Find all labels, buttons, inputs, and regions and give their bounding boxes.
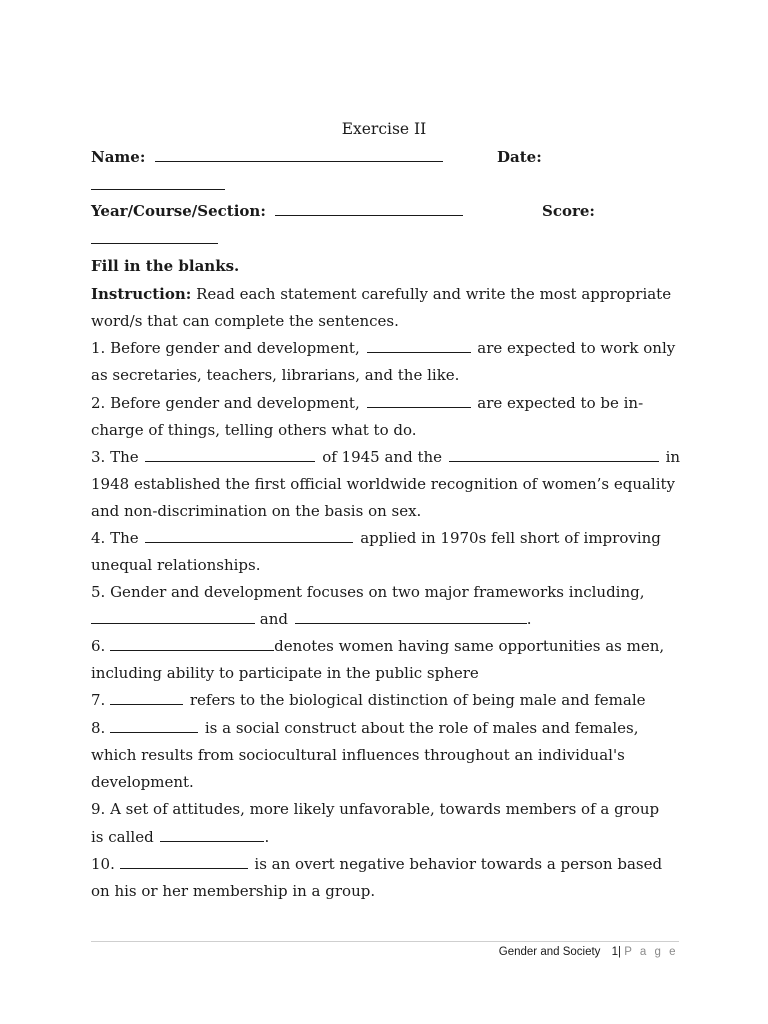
page-footer: [499, 944, 678, 960]
ycs-line: [91, 201, 463, 221]
question-7-text-b: refers to the biological distinction of being male and female: [189, 691, 646, 709]
date-blank-line: [91, 175, 225, 195]
question-9-period: .: [264, 828, 270, 846]
instruction-label: Instruction:: [91, 285, 192, 303]
question-4-line-2: unequal relationships.: [91, 556, 261, 574]
footer-course: Gender and Society: [498, 946, 601, 958]
question-2-line-1: [91, 393, 643, 413]
question-7-text-a: 7.: [91, 691, 106, 709]
question-6-line-2: including ability to participate in the public sphere: [91, 664, 479, 682]
question-6-line-1: [91, 636, 664, 656]
question-1-text-b: are expected to work only: [477, 339, 676, 357]
score-blank-line: [91, 229, 218, 249]
date-blank[interactable]: [91, 175, 225, 190]
footer-page-word: P a g e: [624, 946, 678, 958]
question-8-line-1: [91, 718, 639, 738]
question-1-line-2: as secretaries, teachers, librarians, and the like.: [91, 366, 460, 384]
ycs-label: Year/Course/Section:: [91, 202, 266, 220]
question-8-text-a: 8.: [91, 719, 106, 737]
ycs-blank[interactable]: [275, 201, 463, 216]
question-5-line-1: 5. Gender and development focuses on two major frameworks including,: [91, 583, 645, 601]
question-5-blank-1[interactable]: [91, 609, 255, 624]
question-1-text-a: 1. Before gender and development,: [91, 339, 360, 357]
instruction-text-1: Read each statement carefully and write the most appropriate: [191, 285, 672, 303]
question-3-text-c: in: [665, 448, 681, 466]
instruction-line-1: [91, 284, 671, 304]
question-4-text-a: 4. The: [91, 529, 139, 547]
question-2-text-b: are expected to be in-: [477, 394, 644, 412]
instruction-line-2: word/s that can complete the sentences.: [91, 312, 399, 330]
question-3-line-3: and non-discrimination on the basis on sex.: [91, 502, 422, 520]
name-blank[interactable]: [155, 147, 443, 162]
date-label: Date:: [497, 148, 542, 166]
question-9-blank[interactable]: [160, 827, 264, 842]
question-6-text-a: 6.: [91, 637, 106, 655]
question-8-blank[interactable]: [110, 718, 198, 733]
question-3-line-2: 1948 established the first official worldwide recognition of women’s equality: [91, 475, 676, 493]
question-10-line-1: [91, 854, 662, 874]
question-3-line-1: [91, 447, 680, 467]
question-5-text-b: and: [259, 610, 288, 628]
question-10-text-b: is an overt negative behavior towards a person based: [254, 855, 663, 873]
question-3-blank-1[interactable]: [145, 447, 315, 462]
footer-divider: [91, 941, 679, 942]
question-10-blank[interactable]: [120, 854, 248, 869]
question-5-blank-2[interactable]: [295, 609, 527, 624]
question-8-line-3: development.: [91, 773, 194, 791]
question-9-line-2: [91, 827, 269, 847]
score-blank[interactable]: [91, 229, 218, 244]
question-4-line-1: [91, 528, 661, 548]
name-label: Name:: [91, 148, 146, 166]
name-line: [91, 147, 443, 167]
question-2-text-a: 2. Before gender and development,: [91, 394, 360, 412]
question-1-blank[interactable]: [367, 338, 471, 353]
question-2-line-2: charge of things, telling others what to do.: [91, 421, 417, 439]
question-9-text-b: is called: [91, 828, 154, 846]
footer-page-number: 1: [611, 946, 619, 958]
question-1-line-1: [91, 338, 675, 358]
section-heading: Fill in the blanks.: [91, 257, 240, 275]
question-6-text-b: denotes women having same opportunities as men,: [274, 637, 665, 655]
question-7-blank[interactable]: [110, 690, 183, 705]
question-8-text-b: is a social construct about the role of males and females,: [204, 719, 639, 737]
question-3-blank-2[interactable]: [449, 447, 659, 462]
question-4-text-b: applied in 1970s fell short of improving: [360, 529, 661, 547]
question-3-text-b: of 1945 and the: [322, 448, 443, 466]
footer-separator: |: [618, 946, 622, 958]
question-7-line-1: [91, 690, 646, 710]
question-9-line-1: 9. A set of attitudes, more likely unfavorable, towards members of a group: [91, 800, 660, 818]
exercise-title: Exercise II: [341, 120, 427, 138]
question-5-period: .: [526, 610, 532, 628]
question-10-line-2: on his or her membership in a group.: [91, 882, 376, 900]
question-5-line-2: [91, 609, 532, 629]
question-6-blank[interactable]: [110, 636, 274, 651]
question-4-blank[interactable]: [145, 528, 353, 543]
question-3-text-a: 3. The: [91, 448, 139, 466]
question-10-text-a: 10.: [91, 855, 115, 873]
question-2-blank[interactable]: [367, 393, 471, 408]
question-8-line-2: which results from sociocultural influences throughout an individual's: [91, 746, 625, 764]
score-label: Score:: [542, 202, 595, 220]
